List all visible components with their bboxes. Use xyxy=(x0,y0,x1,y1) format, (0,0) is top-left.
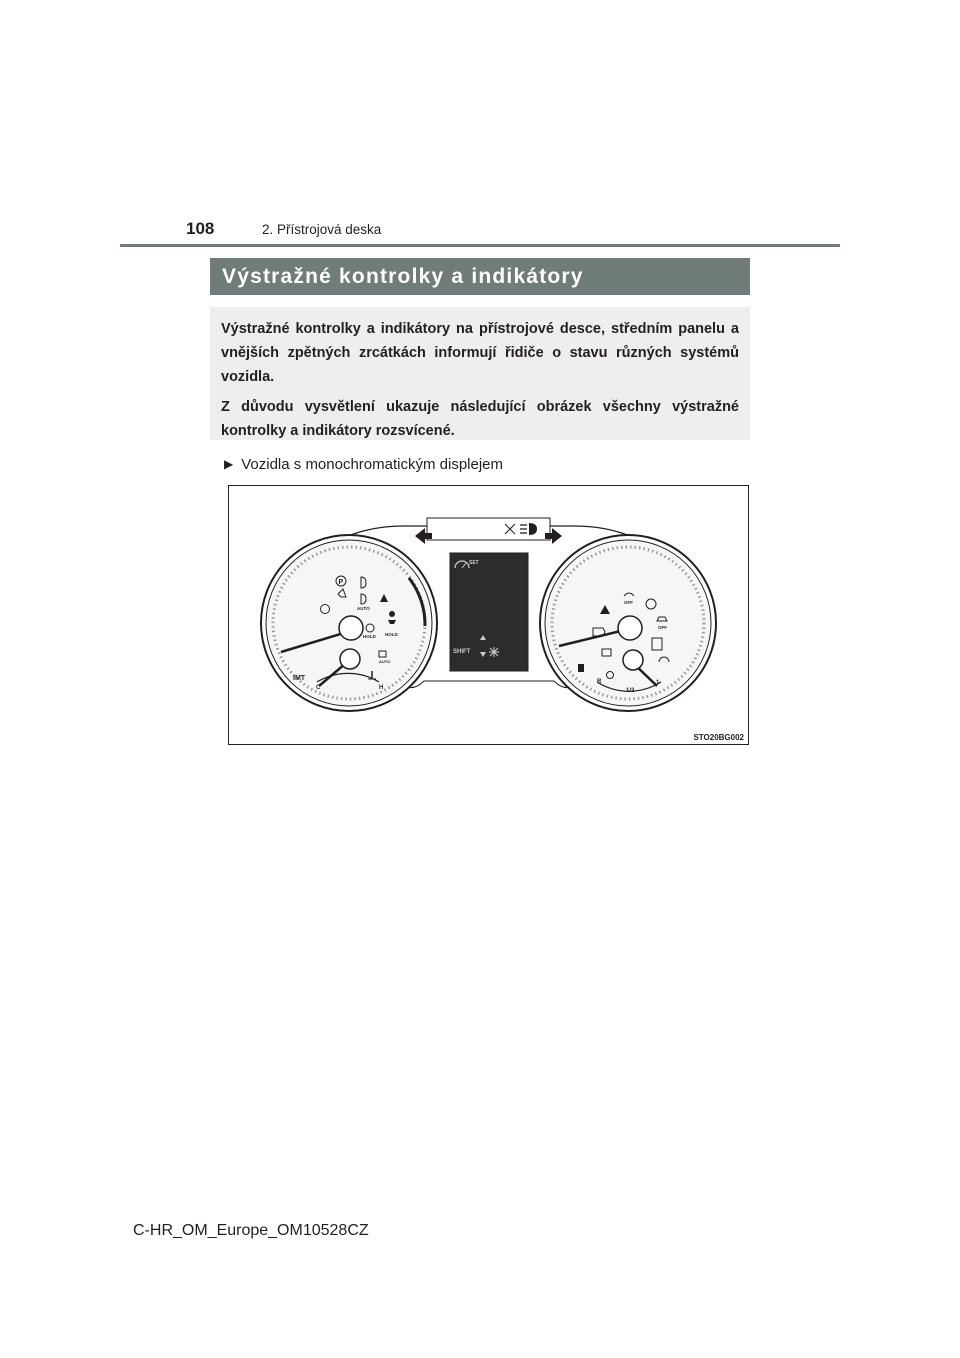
off-label-2: OFF xyxy=(658,625,667,630)
fuel-half-label: 1/2 xyxy=(626,688,635,694)
intro-paragraph-2: Z důvodu vysvětlení ukazuje následující obrázek všechny výstražné kontrolky a indikátory rozsvícené. xyxy=(221,399,739,439)
set-label: SET xyxy=(469,560,479,566)
page-number: 108 xyxy=(186,219,215,238)
auto-label-2: AUTO xyxy=(379,659,391,664)
fuel-reserve-label: R xyxy=(597,679,602,685)
hold-label-2: HOLD xyxy=(385,632,398,637)
instrument-cluster-illustration xyxy=(229,486,748,744)
footer-doc-id: C-HR_OM_Europe_OM10528CZ xyxy=(133,1222,369,1239)
imt-label: IMT xyxy=(293,675,306,682)
intro-box xyxy=(210,307,750,440)
header-rule xyxy=(120,244,840,247)
section-title: Výstražné kontrolky a indikátory xyxy=(210,258,750,295)
figure-code: STO20BG002 xyxy=(693,733,744,742)
temp-cold-label: C xyxy=(316,685,321,691)
auto-label: AUTO xyxy=(357,606,370,611)
chapter-title: 2. Přístrojová deska xyxy=(262,222,382,237)
triangle-bullet-icon: ▶ xyxy=(224,457,234,471)
bullet-text: Vozidla s monochromatickým displejem xyxy=(241,456,504,473)
low-outside-temp-icon xyxy=(489,647,499,657)
off-label-1: OFF xyxy=(624,600,633,605)
intro-paragraph-1: Výstražné kontrolky a indikátory na přístrojové desce, středním panelu a vnějších zpětných zrcátkách informují řidiče o stavu různých systémů vozidla. xyxy=(221,321,739,385)
fuel-full-label: 1 xyxy=(656,680,660,686)
temp-hot-label: H xyxy=(379,685,384,691)
instrument-cluster-figure xyxy=(228,485,749,745)
svg-text:P: P xyxy=(338,579,344,586)
hold-label-1: HOLD xyxy=(363,634,376,639)
speedometer-gauge xyxy=(540,535,716,711)
shift-label: SHIFT xyxy=(453,649,471,655)
tachometer-gauge xyxy=(261,535,437,711)
fuel-icon xyxy=(578,664,584,672)
bullet-item xyxy=(224,456,503,473)
